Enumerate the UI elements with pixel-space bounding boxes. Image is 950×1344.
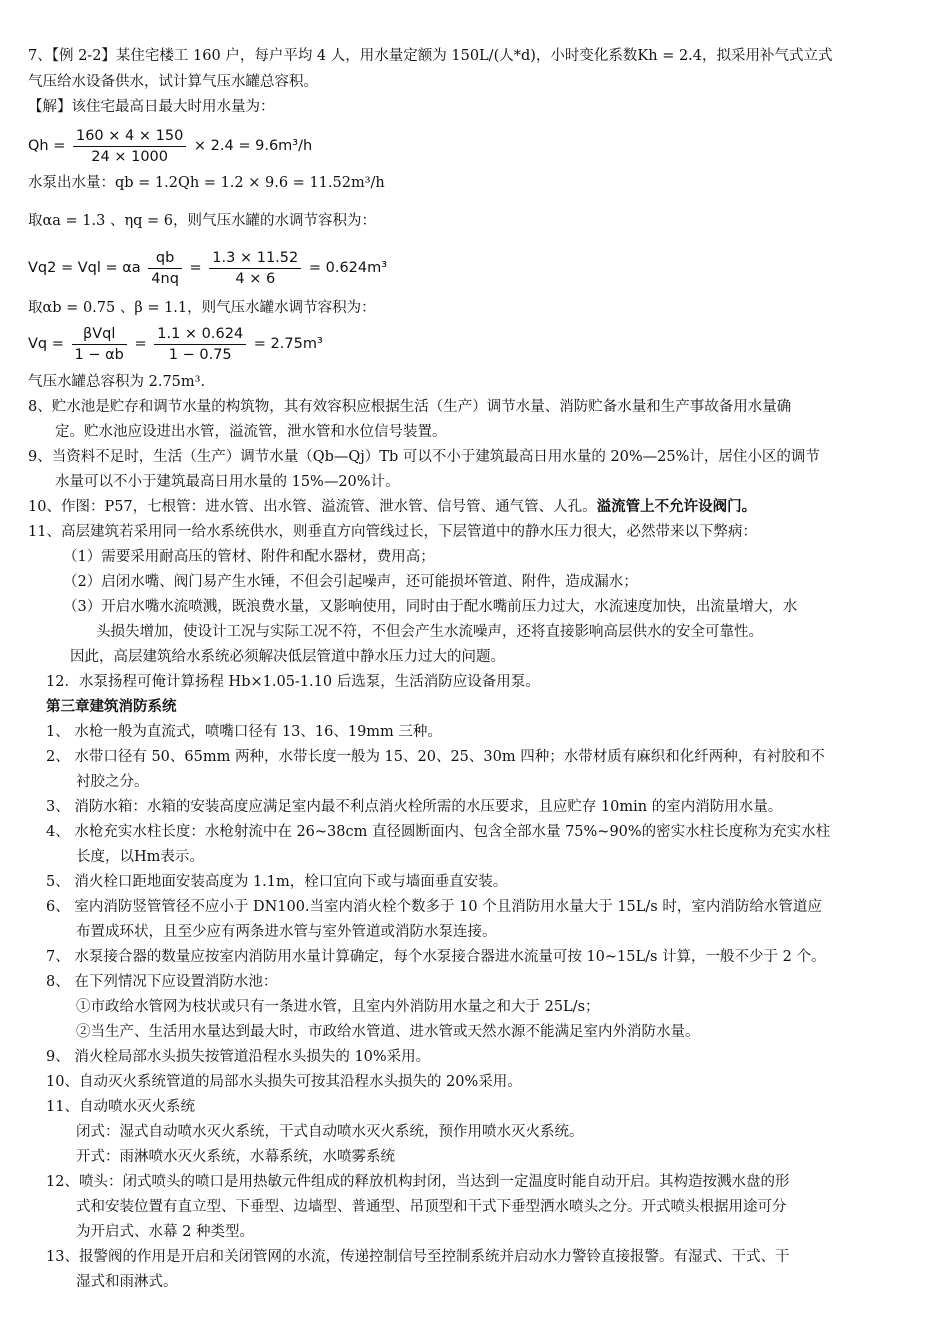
list-item: 开式：雨淋喷水灭火系统，水幕系统，水喷雾系统 <box>76 1149 395 1165</box>
list-item: 闭式：湿式自动喷水灭火系统，干式自动喷水灭火系统，预作用喷水灭火系统。 <box>76 1124 584 1140</box>
fraction-denominator: 4nq <box>151 270 179 287</box>
fraction-numerator: 160 × 4 × 150 <box>73 126 186 147</box>
list-item: 10、自动灭火系统管道的局部水头损失可按其沿程水头损失的 20%采用。 <box>46 1074 522 1090</box>
text-line: 取αa = 1.3 、ηq = 6，则气压水罐的水调节容积为： <box>28 213 377 229</box>
list-item: 1、 水枪一般为直流式，喷嘴口径有 13、16、19mm 三种。 <box>46 724 442 740</box>
text-line: 12．水泵扬程可俺计算扬程 Hb×1.05-1.10 后选泵，生活消防应设备用泵。 <box>46 674 540 690</box>
text-line: 湿式和雨淋式。 <box>76 1274 178 1290</box>
text-line <box>28 497 756 517</box>
text-line: 9、当资料不足时，生活（生产）调节水量（Qb—Qj）Tb 可以不小于建筑最高日用水量的 20%—25%计，居住小区的调节 <box>28 449 820 465</box>
formula-term: = <box>134 336 147 352</box>
formula-term: Vq2 = Vql = αa <box>28 260 141 276</box>
list-item: 2、 水带口径有 50、65mm 两种，水带长度一般为 15、20、25、30m 四种；水带材质有麻织和化纤两种，有衬胶和不 <box>46 749 825 765</box>
fraction-numerator: 1.1 × 0.624 <box>154 324 246 345</box>
formula-term: = 0.624m³ <box>308 260 388 276</box>
formula-vq <box>28 322 323 366</box>
list-item: （1）需要采用耐高压的管材、附件和配水器材，费用高； <box>63 549 435 565</box>
fraction-numerator: qb <box>148 248 182 269</box>
text-line: 长度，以Hm表示。 <box>76 849 204 865</box>
list-item: 9、 消火栓局部水头损失按管道沿程水头损失的 10%采用。 <box>46 1049 431 1065</box>
list-item: （2）启闭水嘴、阀门易产生水锤，不但会引起噪声，还可能损坏管道、附件，造成漏水； <box>63 574 638 590</box>
formula-fraction <box>148 248 182 289</box>
list-item: 3、 消防水箱：水箱的安装高度应满足室内最不利点消火栓所需的水压要求，且应贮存 10min 的室内消防用水量。 <box>46 799 783 815</box>
formula-term: Qh = <box>28 138 66 154</box>
text-line: 水泵出水量：qb = 1.2Qh = 1.2 × 9.6 = 11.52m³/h <box>28 175 385 191</box>
text-line: 【解】该住宅最高日最大时用水量为： <box>28 99 275 115</box>
text-line: 头损失增加，使设计工况与实际工况不符，不但会产生水流噪声，还将直接影响高层供水的安全可靠性。 <box>96 624 763 640</box>
text-line: 8、贮水池是贮存和调节水量的构筑物，其有效容积应根据生活（生产）调节水量、消防贮备水量和生产事故备用水量确 <box>28 399 792 415</box>
formula-fraction <box>73 126 186 167</box>
fraction-denominator: 1 − αb <box>74 346 124 363</box>
formula-term: = 2.75m³ <box>253 336 323 352</box>
formula-term: Vq = <box>28 336 64 352</box>
fraction-denominator: 1 − 0.75 <box>168 346 232 363</box>
formula-fraction <box>72 324 127 365</box>
formula-fraction <box>154 324 246 365</box>
fraction-denominator: 4 × 6 <box>235 270 276 287</box>
text-line: 式和安装位置有直立型、下垂型、边墙型、普通型、吊顶型和干式下垂型洒水喷头之分。开式喷头根据用途可分 <box>76 1199 787 1215</box>
fraction-numerator: βVql <box>72 324 127 345</box>
list-item: 4、 水枪充实水柱长度：水枪射流中在 26~38cm 直径圆断面内、包含全部水量 75%~90%的密实水柱长度称为充实水柱 <box>46 824 831 840</box>
example-header-line: 7、【例 2-2】某住宅楼工 160 户，每户平均 4 人，用水量定额为 150L/(人*d)，小时变化系数Kh = 2.4，拟采用补气式立式 <box>28 48 833 64</box>
list-item: 7、 水泵接合器的数量应按室内消防用水量计算确定，每个水泵接合器进水流量可按 10~15L/s 计算，一般不少于 2 个。 <box>46 949 826 965</box>
text-line: 定。贮水池应设进出水管，溢流管，泄水管和水位信号装置。 <box>55 424 447 440</box>
text-line: 气压给水设备供水，试计算气压水罐总容积。 <box>28 74 318 90</box>
formula-term: = <box>189 260 202 276</box>
text-line: 11、高层建筑若采用同一给水系统供水，则垂直方向管线过长，下层管道中的静水压力很大，必然带来以下弊病： <box>28 524 757 540</box>
text-line: 气压水罐总容积为 2.75m³. <box>28 374 206 390</box>
list-item: 12、喷头：闭式喷头的喷口是用热敏元件组成的释放机构封闭，当达到一定温度时能自动开启。其构造按溅水盘的形 <box>46 1174 790 1190</box>
formula-qh <box>28 124 312 168</box>
chapter-heading: 第三章建筑消防系统 <box>46 698 177 715</box>
list-item: 13、报警阀的作用是开启和关闭管网的水流，传递控制信号至控制系统并启动水力警铃直接报警。有湿式、干式、干 <box>46 1249 790 1265</box>
text-line: 取αb = 0.75 、β = 1.1，则气压水罐水调节容积为： <box>28 300 376 316</box>
text-line: 为开启式、水幕 2 种类型。 <box>76 1224 254 1240</box>
list-item: 8、 在下列情况下应设置消防水池： <box>46 974 278 990</box>
list-item: 5、 消火栓口距地面安装高度为 1.1m，栓口宜向下或与墙面垂直安装。 <box>46 874 508 890</box>
text-line: 水量可以不小于建筑最高日用水量的 15%—20%计。 <box>55 474 400 490</box>
fraction-numerator: 1.3 × 11.52 <box>209 248 301 269</box>
text-line: 因此，高层建筑给水系统必须解决低层管道中静水压力过大的问题。 <box>70 649 505 665</box>
formula-vq2 <box>28 246 387 290</box>
formula-term: × 2.4 = 9.6m³/h <box>193 138 313 154</box>
fraction-denominator: 24 × 1000 <box>91 148 169 165</box>
list-item: ①市政给水管网为枝状或只有一条进水管，且室内外消防用水量之和大于 25L/s； <box>76 999 600 1015</box>
text-line: 布置成环状，且至少应有两条进水管与室外管道或消防水泵连接。 <box>76 924 497 940</box>
list-item: 6、 室内消防竖管管径不应小于 DN100.当室内消火栓个数多于 10 个且消防用水量大于 15L/s 时，室内消防给水管道应 <box>46 899 822 915</box>
formula-fraction <box>209 248 301 289</box>
text-span: 10、作图：P57，七根管：进水管、出水管、溢流管、泄水管、信号管、通气管、人孔。 <box>28 499 597 515</box>
text-line: 衬胶之分。 <box>76 774 149 790</box>
list-item: （3）开启水嘴水流喷溅，既浪费水量，又影响使用，同时由于配水嘴前压力过大，水流速度加快，出流量增大，水 <box>63 599 798 615</box>
list-item: 11、自动喷水灭火系统 <box>46 1099 195 1115</box>
bold-note: 溢流管上不允许设阀门。 <box>596 498 757 515</box>
list-item: ②当生产、生活用水量达到最大时，市政给水管道、进水管或天然水源不能满足室内外消防水量。 <box>76 1024 700 1040</box>
